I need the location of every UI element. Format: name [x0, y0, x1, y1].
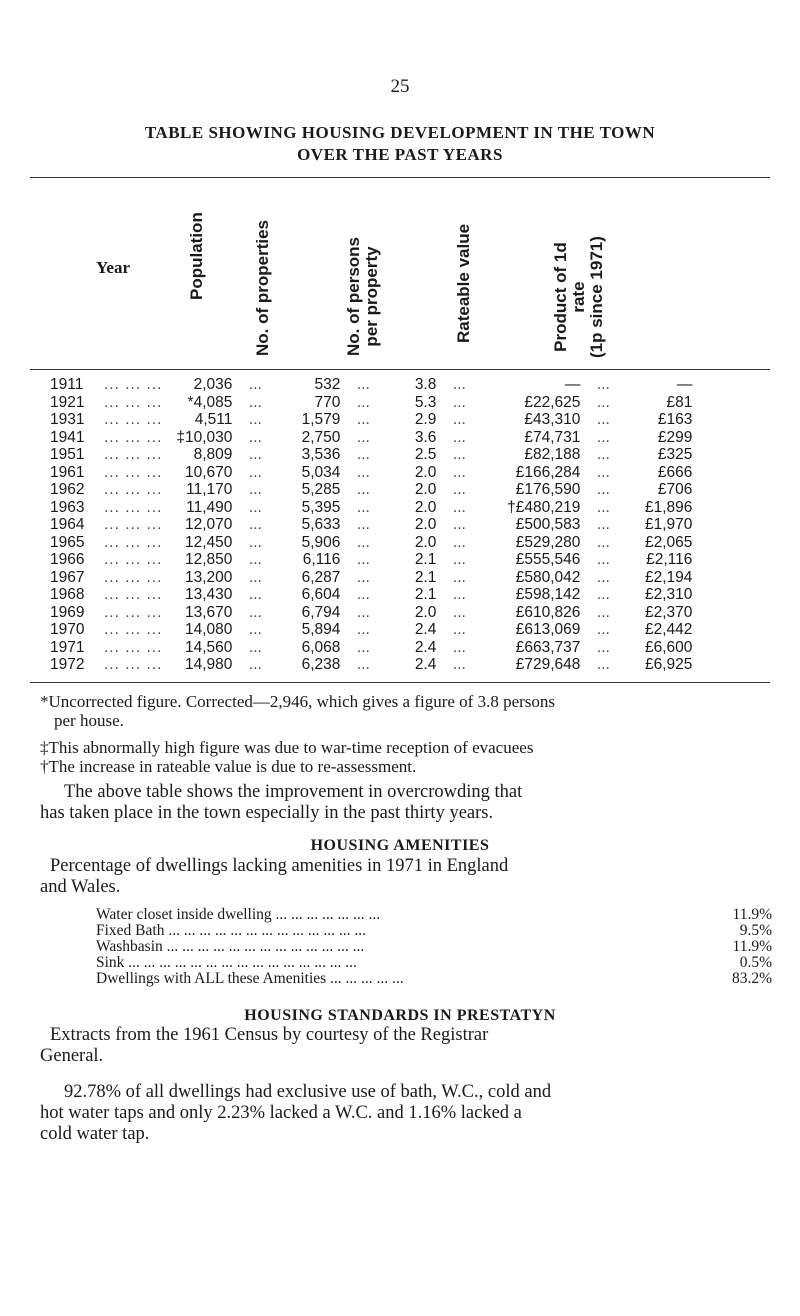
leader-dots: ...: [596, 533, 610, 551]
properties-cell: 5,395: [301, 498, 341, 516]
leader-dots: ...: [452, 621, 466, 638]
year-cell: 1961: [50, 463, 85, 481]
persons-cell: 5.3: [414, 393, 437, 411]
rateable-value-cell: £610,826: [515, 603, 581, 621]
population-cell: 11,170: [186, 481, 233, 498]
leader-dots: ...: [452, 446, 466, 463]
amenity-value: 83.2%: [731, 970, 772, 987]
amenity-row: [96, 971, 772, 987]
population-cell: 12,450: [184, 533, 233, 551]
leader-dots: ...: [452, 481, 466, 498]
leader-dots: ...: [596, 498, 610, 516]
leader-dots: ...: [596, 411, 610, 428]
leader-dots: ...: [596, 568, 610, 586]
persons-cell: 2.4: [414, 638, 437, 656]
persons-cell: 2.4: [414, 621, 437, 638]
leader-dots: ...: [356, 498, 370, 516]
leader-dots: ...: [356, 376, 370, 393]
population-cell: 4,511: [194, 411, 233, 428]
properties-cell: 5,285: [301, 481, 341, 498]
housing-table: [50, 376, 692, 674]
persons-cell: 2.0: [414, 463, 437, 481]
amenity-label: Washbasin ... ... ... ... ... ... ... ... ... ... ... ... ...: [96, 938, 365, 955]
leader-dots: ...: [248, 446, 262, 463]
year-cell: 1968: [50, 586, 85, 603]
amenity-value: 0.5%: [739, 954, 772, 971]
leader-dots: ... ... ...: [104, 516, 163, 533]
leader-dots: ...: [596, 446, 610, 463]
table-top-rule: [30, 177, 770, 178]
rateable-value-cell: †£480,219: [507, 498, 581, 516]
leader-dots: ... ... ...: [104, 551, 163, 568]
leader-dots: ...: [248, 393, 262, 411]
leader-dots: ... ... ...: [104, 446, 163, 463]
properties-cell: 6,794: [301, 603, 341, 621]
table-row: [50, 376, 692, 394]
product-cell: £666: [657, 463, 693, 481]
product-cell: £2,065: [644, 533, 693, 551]
product-cell: £2,310: [644, 586, 693, 603]
population-cell: 13,430: [184, 586, 233, 603]
header-rateable-value: Rateable value: [454, 223, 473, 343]
leader-dots: ...: [356, 586, 370, 603]
overcrowding-paragraph: The above table shows the improvement in overcrowding that has taken place in the town especially in the past thirty years.: [40, 782, 523, 823]
amenity-value: 9.5%: [739, 922, 772, 939]
footnotes: [40, 692, 770, 776]
properties-cell: 5,894: [301, 621, 341, 638]
rateable-value-cell: £500,583: [515, 516, 581, 533]
leader-dots: ...: [596, 551, 610, 568]
population-cell: 2,036: [193, 376, 233, 393]
leader-dots: ...: [356, 568, 370, 586]
header-population: Population: [187, 212, 206, 300]
leader-dots: ...: [596, 516, 610, 533]
leader-dots: ...: [452, 603, 466, 621]
population-cell: 10,670: [184, 463, 233, 481]
population-cell: 8,809: [193, 446, 233, 463]
table-row: [50, 621, 692, 639]
table-row: [50, 604, 692, 622]
table-row: [50, 429, 692, 447]
leader-dots: ...: [356, 428, 370, 446]
standards-intro: Extracts from the 1961 Census by courtesy of the Registrar General.: [40, 1025, 489, 1066]
table-row: [50, 586, 692, 604]
leader-dots: ...: [248, 603, 262, 621]
persons-cell: 2.1: [414, 551, 437, 568]
year-cell: 1964: [50, 516, 85, 533]
rateable-value-cell: £729,648: [515, 656, 581, 673]
year-cell: 1951: [50, 446, 85, 463]
persons-cell: 2.0: [414, 498, 437, 516]
table-row: [50, 411, 692, 429]
leader-dots: ...: [596, 638, 610, 656]
table-row: [50, 551, 692, 569]
rateable-value-cell: £74,731: [524, 428, 581, 446]
leader-dots: ...: [356, 638, 370, 656]
title-line-2: OVER THE PAST YEARS: [297, 145, 503, 164]
population-cell: 11,490: [186, 498, 233, 516]
leader-dots: ...: [596, 621, 610, 638]
leader-dots: ...: [248, 533, 262, 551]
rateable-value-cell: £529,280: [515, 533, 581, 551]
population-cell: 14,080: [184, 621, 233, 638]
leader-dots: ...: [452, 656, 466, 673]
product-cell: —: [676, 376, 693, 393]
leader-dots: ...: [356, 533, 370, 551]
leader-dots: ... ... ...: [104, 621, 163, 638]
leader-dots: ...: [248, 586, 262, 603]
rateable-value-cell: —: [564, 376, 581, 393]
persons-cell: 2.0: [414, 533, 437, 551]
amenity-row: [96, 955, 772, 971]
leader-dots: ...: [248, 428, 262, 446]
population-cell: 12,850: [184, 551, 233, 568]
properties-cell: 6,604: [301, 586, 341, 603]
leader-dots: ... ... ...: [104, 428, 163, 446]
footnote-abnormal: ‡This abnormally high figure was due to war-time reception of evacuees: [40, 738, 534, 757]
persons-cell: 2.0: [414, 481, 437, 498]
leader-dots: ...: [596, 481, 610, 498]
product-cell: £6,600: [644, 638, 693, 656]
year-cell: 1969: [50, 603, 85, 621]
leader-dots: ...: [248, 481, 262, 498]
properties-cell: 6,287: [301, 568, 341, 586]
page-title: [0, 122, 800, 166]
leader-dots: ... ... ...: [104, 603, 163, 621]
year-cell: 1967: [50, 568, 85, 586]
leader-dots: ...: [356, 463, 370, 481]
year-cell: 1941: [50, 428, 85, 446]
product-cell: £81: [666, 393, 693, 411]
leader-dots: ...: [248, 516, 262, 533]
population-cell: ‡10,030: [176, 428, 233, 446]
leader-dots: ...: [248, 621, 262, 638]
product-cell: £2,442: [644, 621, 693, 638]
leader-dots: ...: [248, 411, 262, 428]
header-product: Product of 1d rate (1p since 1971): [551, 236, 606, 358]
persons-cell: 2.9: [414, 411, 437, 428]
table-row: [50, 534, 692, 552]
leader-dots: ...: [596, 376, 610, 393]
amenities-intro: Percentage of dwellings lacking amenities in 1971 in England and Wales.: [40, 856, 509, 897]
amenities-heading: HOUSING AMENITIES: [310, 837, 490, 854]
leader-dots: ...: [596, 463, 610, 481]
properties-cell: 3,536: [301, 446, 341, 463]
leader-dots: ...: [596, 656, 610, 673]
leader-dots: ... ... ...: [104, 481, 163, 498]
persons-cell: 2.5: [414, 446, 437, 463]
leader-dots: ...: [248, 568, 262, 586]
persons-cell: 2.0: [414, 603, 437, 621]
header-properties: No. of properties: [253, 219, 272, 356]
persons-cell: 2.1: [414, 586, 437, 603]
leader-dots: ... ... ...: [104, 533, 163, 551]
table-row: [50, 516, 692, 534]
rateable-value-cell: £43,310: [524, 411, 581, 428]
rateable-value-cell: £555,546: [515, 551, 581, 568]
leader-dots: ...: [452, 568, 466, 586]
leader-dots: ... ... ...: [104, 586, 163, 603]
title-line-1: TABLE SHOWING HOUSING DEVELOPMENT IN THE TOWN: [144, 123, 656, 142]
amenities-list: [96, 907, 772, 987]
product-cell: £325: [657, 446, 693, 463]
leader-dots: ... ... ...: [104, 498, 163, 516]
header-year: Year: [96, 258, 130, 277]
leader-dots: ... ... ...: [104, 656, 163, 673]
properties-cell: 6,116: [302, 551, 341, 568]
rateable-value-cell: £663,737: [515, 638, 581, 656]
properties-cell: 532: [314, 376, 341, 393]
leader-dots: ...: [452, 428, 466, 446]
standards-text: 92.78% of all dwellings had exclusive use of bath, W.C., cold and hot water taps and only 2.23% lacked a W.C. and 1.16% lacked a cold water tap.: [40, 1082, 552, 1144]
rateable-value-cell: £22,625: [524, 393, 581, 411]
leader-dots: ...: [248, 498, 262, 516]
leader-dots: ...: [452, 376, 466, 393]
table-row: [50, 464, 692, 482]
year-cell: 1966: [50, 551, 85, 568]
year-cell: 1965: [50, 533, 85, 551]
product-cell: £1,970: [644, 516, 693, 533]
leader-dots: ...: [452, 516, 466, 533]
leader-dots: ... ... ...: [104, 638, 163, 656]
rateable-value-cell: £598,142: [515, 586, 581, 603]
leader-dots: ...: [452, 586, 466, 603]
amenity-row: [96, 939, 772, 955]
table-row: [50, 499, 692, 517]
properties-cell: 2,750: [301, 428, 341, 446]
leader-dots: ...: [356, 551, 370, 568]
leader-dots: ...: [452, 463, 466, 481]
leader-dots: ...: [596, 586, 610, 603]
leader-dots: ... ... ...: [104, 463, 163, 481]
leader-dots: ...: [356, 393, 370, 411]
properties-cell: 5,906: [301, 533, 341, 551]
table-row: [50, 656, 692, 674]
properties-cell: 770: [314, 393, 341, 411]
persons-cell: 2.1: [414, 568, 437, 586]
product-cell: £2,370: [644, 603, 693, 621]
year-cell: 1921: [50, 393, 85, 411]
leader-dots: ...: [452, 498, 466, 516]
leader-dots: ... ... ...: [104, 376, 163, 393]
leader-dots: ... ... ...: [104, 393, 163, 411]
population-cell: 12,070: [184, 516, 233, 533]
population-cell: 13,670: [184, 603, 233, 621]
properties-cell: 5,633: [301, 516, 341, 533]
leader-dots: ...: [356, 603, 370, 621]
product-cell: £706: [657, 481, 693, 498]
table-row: [50, 394, 692, 412]
leader-dots: ...: [248, 656, 262, 673]
table-row: [50, 639, 692, 657]
population-cell: 14,980: [184, 656, 233, 673]
year-cell: 1911: [50, 376, 84, 393]
leader-dots: ...: [596, 393, 610, 411]
year-cell: 1971: [50, 638, 85, 656]
rateable-value-cell: £613,069: [515, 621, 581, 638]
product-cell: £1,896: [644, 498, 693, 516]
properties-cell: 6,238: [301, 656, 341, 673]
rateable-value-cell: £580,042: [515, 568, 581, 586]
leader-dots: ...: [248, 376, 262, 393]
leader-dots: ...: [356, 481, 370, 498]
rateable-value-cell: £166,284: [515, 463, 581, 481]
year-cell: 1931: [50, 411, 85, 428]
amenity-label: Water closet inside dwelling ... ... ... ... ... ... ...: [96, 906, 381, 923]
properties-cell: 6,068: [301, 638, 341, 656]
leader-dots: ...: [596, 428, 610, 446]
persons-cell: 3.6: [414, 428, 437, 446]
properties-cell: 1,579: [301, 411, 341, 428]
amenity-value: 11.9%: [732, 906, 772, 923]
year-cell: 1970: [50, 621, 85, 638]
rateable-value-cell: £176,590: [515, 481, 581, 498]
leader-dots: ...: [248, 463, 262, 481]
amenity-label: Sink ... ... ... ... ... ... ... ... ... ... ... ... ... ... ...: [96, 954, 357, 971]
rateable-value-cell: £82,188: [524, 446, 581, 463]
table-row: [50, 481, 692, 499]
leader-dots: ...: [356, 446, 370, 463]
table-bottom-rule: [30, 682, 770, 683]
leader-dots: ... ... ...: [104, 411, 163, 428]
product-cell: £163: [657, 411, 693, 428]
leader-dots: ...: [452, 411, 466, 428]
header-persons: No. of persons per property: [344, 236, 381, 356]
properties-cell: 5,034: [301, 463, 341, 481]
population-cell: 13,200: [184, 568, 233, 586]
year-cell: 1963: [50, 498, 85, 516]
table-row: [50, 569, 692, 587]
amenity-row: [96, 923, 772, 939]
leader-dots: ...: [248, 551, 262, 568]
persons-cell: 2.0: [414, 516, 437, 533]
product-cell: £299: [657, 428, 693, 446]
amenity-label: Fixed Bath ... ... ... ... ... ... ... ... ... ... ... ... ...: [96, 922, 366, 939]
product-cell: £2,194: [644, 568, 693, 586]
leader-dots: ...: [248, 638, 262, 656]
population-cell: *4,085: [187, 393, 233, 411]
leader-dots: ...: [452, 638, 466, 656]
standards-heading: HOUSING STANDARDS IN PRESTATYN: [244, 1007, 556, 1024]
leader-dots: ... ... ...: [104, 568, 163, 586]
table-row: [50, 446, 692, 464]
persons-cell: 2.4: [414, 656, 437, 673]
leader-dots: ...: [452, 393, 466, 411]
amenity-label: Dwellings with ALL these Amenities ... ... ... ... ...: [96, 970, 404, 987]
leader-dots: ...: [596, 603, 610, 621]
leader-dots: ...: [356, 656, 370, 673]
year-cell: 1972: [50, 656, 85, 673]
product-cell: £2,116: [646, 551, 693, 568]
page-number: 25: [390, 76, 410, 97]
header-bottom-rule: [30, 369, 770, 370]
leader-dots: ...: [356, 516, 370, 533]
product-cell: £6,925: [644, 656, 693, 673]
footnote-uncorrected-cont: per house.: [54, 711, 124, 730]
footnote-uncorrected: *Uncorrected figure. Corrected—2,946, which gives a figure of 3.8 persons: [40, 692, 556, 711]
leader-dots: ...: [356, 411, 370, 428]
persons-cell: 3.8: [414, 376, 437, 393]
population-cell: 14,560: [184, 638, 233, 656]
leader-dots: ...: [452, 551, 466, 568]
leader-dots: ...: [356, 621, 370, 638]
amenity-value: 11.9%: [732, 938, 772, 955]
amenity-row: [96, 907, 772, 923]
leader-dots: ...: [452, 533, 466, 551]
year-cell: 1962: [50, 481, 85, 498]
footnote-increase: †The increase in rateable value is due to re-assessment.: [40, 757, 417, 776]
